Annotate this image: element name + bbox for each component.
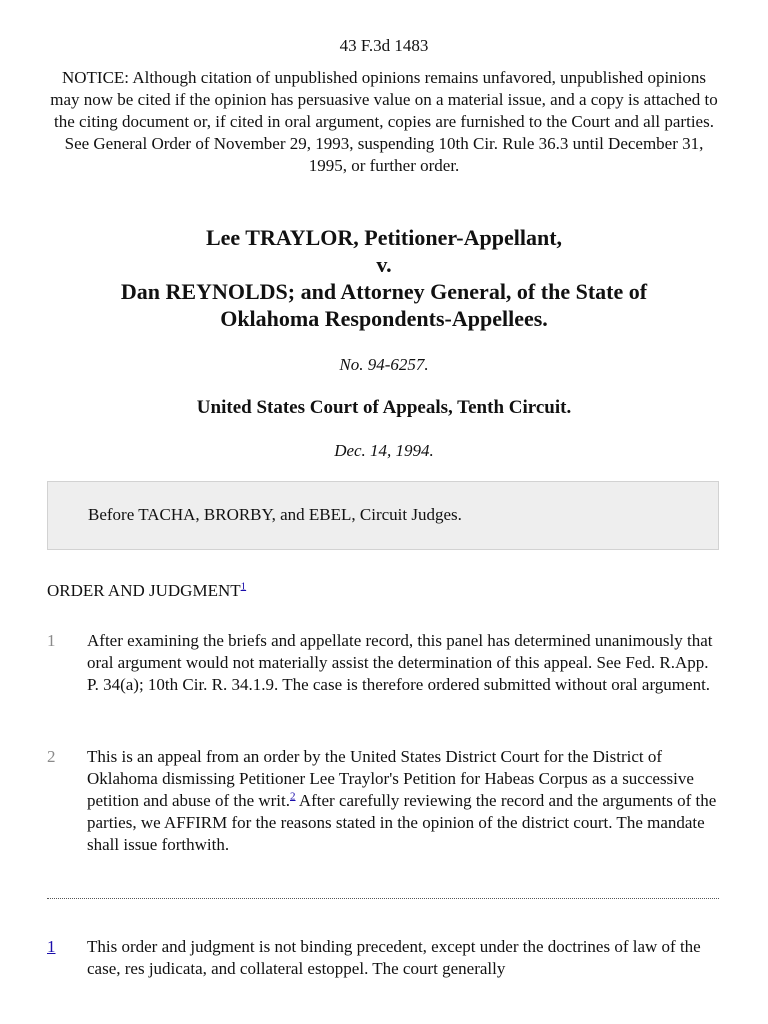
paragraph-text [87, 746, 719, 856]
paragraph-number: 2 [47, 747, 56, 766]
case-caption [40, 224, 728, 332]
footnote-text: This order and judgment is not binding precedent, except under the doctrines of law of the case, res judicata, and collateral estoppel. The court generally [87, 937, 701, 978]
appellant-name: Lee TRAYLOR, Petitioner-Appellant, [205, 225, 563, 250]
footnote-link-1[interactable]: 1 [240, 580, 247, 593]
paragraph-text-after: After carefully reviewing the record and the arguments of the parties, we AFFIRM for the reasons stated in the opinion of the district court. The mandate shall issue forthwith. [87, 791, 717, 854]
order-heading-text: ORDER AND JUDGMENT [47, 581, 241, 600]
paragraph-number: 1 [47, 631, 56, 650]
footnotes-divider [47, 898, 719, 899]
docket-number: No. 94-6257. [339, 355, 429, 374]
unpublished-notice: NOTICE: Although citation of unpublished opinions remains unfavored, unpublished opinions may now be cited if the opinion has persuasive value on a material issue, and a copy is attached to the citing document or, if cited in oral argument, copies are furnished to the Court and all parties. See General Order of November 29, 1993, suspending 10th Cir. Rule 36.3 until December 31, 1995, or further order. [50, 68, 718, 175]
versus-label: v. [376, 252, 392, 277]
paragraph-text: After examining the briefs and appellate record, this panel has determined unanimously that oral argument would not materially assist the determination of this appeal. See Fed. R.App. P. 34(a); 10th Cir. R. 34.1.9. The case is therefore ordered submitted without oral argument. [87, 631, 713, 694]
footnote-link-2[interactable]: 2 [290, 790, 296, 803]
case-citation: 43 F.3d 1483 [339, 36, 429, 55]
paragraph-text-before: This is an appeal from an order by the United States District Court for the District of Oklahoma dismissing Petitioner Lee Traylor's Petition for Habeas Corpus as a successive petition and abuse of the writ. [87, 747, 694, 810]
footnote-1 [47, 936, 719, 980]
decision-date: Dec. 14, 1994. [334, 441, 434, 460]
court-name: United States Court of Appeals, Tenth Circuit. [196, 397, 572, 418]
appellees-name-line2: Oklahoma Respondents-Appellees. [220, 306, 548, 331]
paragraph-1 [47, 630, 719, 696]
order-heading [47, 580, 246, 602]
paragraph-2 [47, 746, 719, 856]
judges-panel-text: Before TACHA, BRORBY, and EBEL, Circuit Judges. [88, 505, 462, 524]
judges-panel-box [47, 481, 719, 550]
footnote-backlink-1[interactable]: 1 [47, 937, 56, 956]
appellees-name-line1: Dan REYNOLDS; and Attorney General, of the State of [120, 279, 648, 304]
